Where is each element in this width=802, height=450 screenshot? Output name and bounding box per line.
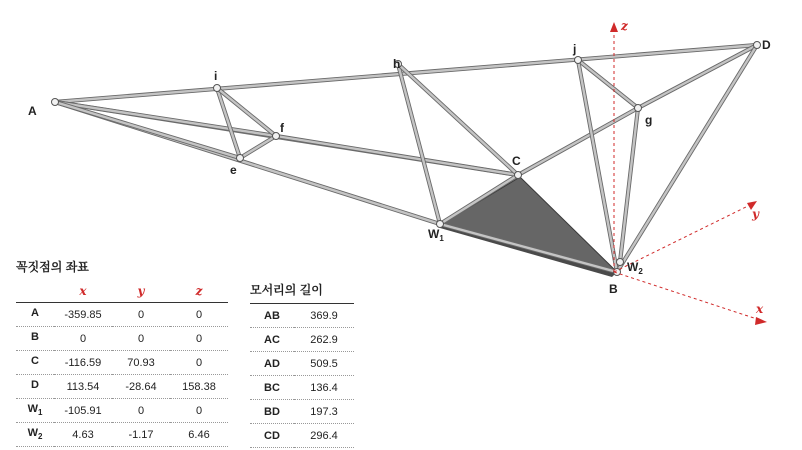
point-label-e: e [230, 163, 237, 177]
coords-cell-y: 0 [112, 327, 170, 351]
coords-cell-z: 0 [170, 327, 228, 351]
coords-cell-y: 0 [112, 303, 170, 327]
strut-a-e-fill [55, 102, 240, 158]
coords-cell-z: 0 [170, 351, 228, 375]
edge-name: BC [250, 376, 294, 400]
point-label-b: B [609, 282, 618, 296]
joint-g [635, 105, 642, 112]
point-label-g: g [645, 113, 653, 127]
edge-name: BD [250, 400, 294, 424]
joint-c [515, 172, 522, 179]
strut-c-g-fill [518, 108, 638, 175]
coords-cell-z: 0 [170, 303, 228, 327]
coords-row [16, 375, 228, 399]
coords-vertex-letter: D [31, 379, 39, 392]
point-label-j: j [573, 42, 577, 56]
coords-vertex-name [16, 423, 54, 447]
x-axis-label: x [756, 302, 764, 316]
point-label-w2-sub: 2 [638, 267, 643, 276]
lengths-row [250, 352, 354, 376]
coords-cell-x: -359.85 [54, 303, 112, 327]
strut-d-b-fill [617, 45, 757, 272]
lengths-row [250, 376, 354, 400]
edge-length: 296.4 [294, 424, 354, 448]
coords-vertex-name [16, 327, 54, 351]
coords-cell-z: 0 [170, 399, 228, 423]
coords-vertex-subscript: 1 [37, 408, 43, 418]
edge-name: CD [250, 424, 294, 448]
point-label-h: h [393, 57, 401, 71]
coords-vertex-letter: B [31, 331, 39, 344]
lengths-row [250, 400, 354, 424]
x-axis-arrowhead [755, 317, 767, 325]
lengths-row [250, 328, 354, 352]
coords-vertex-name [16, 375, 54, 399]
lengths-row [250, 424, 354, 448]
edge-length: 136.4 [294, 376, 354, 400]
shaded-face-w1-c-b [442, 177, 617, 272]
coords-cell-x: 4.63 [54, 423, 112, 447]
coords-header-x: x [54, 280, 112, 303]
coords-cell-y: 70.93 [112, 351, 170, 375]
edge-length: 509.5 [294, 352, 354, 376]
coords-table-title: 꼭짓점의 좌표 [16, 260, 89, 274]
coords-cell-y: -1.17 [112, 423, 170, 447]
coords-row [16, 351, 228, 375]
strut-e-f-fill [240, 136, 276, 158]
coords-cell-x: 113.54 [54, 375, 112, 399]
z-axis-label: z [621, 19, 628, 33]
point-label-w1: $W_1$ [428, 227, 444, 243]
edge-length: 197.3 [294, 400, 354, 424]
edge-name: AD [250, 352, 294, 376]
coords-vertex-name [16, 351, 54, 375]
edge-length: 369.9 [294, 304, 354, 328]
coords-cell-z: 158.38 [170, 375, 228, 399]
coords-vertex-subscript: 2 [37, 432, 43, 442]
coords-cell-x: 0 [54, 327, 112, 351]
coords-row [16, 399, 228, 423]
point-label-w1-sub: 1 [439, 234, 444, 243]
coords-header-z: z [170, 280, 228, 303]
coords-vertex-letter: W [27, 403, 38, 416]
point-label-d: D [762, 38, 771, 52]
coords-header-y: y [112, 280, 170, 303]
joint-f [273, 133, 280, 140]
coords-vertex-letter: W [27, 427, 38, 440]
edge-length: 262.9 [294, 328, 354, 352]
coords-row [16, 327, 228, 351]
coords-header-blank [16, 280, 54, 303]
joint-a [52, 99, 59, 106]
point-label-w2: $W_2$ [627, 260, 643, 276]
lengths-table-title: 모서리의 길이 [250, 283, 323, 297]
coords-row [16, 303, 228, 327]
joint-i [214, 85, 221, 92]
point-label-i: i [214, 69, 218, 83]
strut-h-w1-fill [398, 64, 440, 224]
truss-struts [55, 45, 757, 272]
point-label-f: f [280, 121, 284, 135]
coords-cell-z: 6.46 [170, 423, 228, 447]
point-label-c: C [512, 154, 521, 168]
coords-vertex-name [16, 399, 54, 423]
coords-vertex-letter: C [31, 355, 39, 368]
coords-cell-y: -28.64 [112, 375, 170, 399]
y-axis-label: y [752, 207, 759, 221]
coords-vertex-letter: A [31, 307, 39, 320]
lengths-table [250, 303, 354, 448]
joint-w2 [617, 259, 624, 266]
coords-table [16, 280, 228, 447]
coords-vertex-name [16, 303, 54, 327]
lengths-row [250, 304, 354, 328]
coords-cell-y: 0 [112, 399, 170, 423]
edge-name: AC [250, 328, 294, 352]
coords-cell-x: -105.91 [54, 399, 112, 423]
edge-name: AB [250, 304, 294, 328]
joint-j [575, 57, 582, 64]
joint-e [237, 155, 244, 162]
joint-d [754, 42, 761, 49]
z-axis-arrowhead [610, 22, 618, 32]
x-axis-line [614, 272, 760, 320]
coords-row [16, 423, 228, 447]
coords-table-header [16, 280, 228, 303]
coords-cell-x: -116.59 [54, 351, 112, 375]
point-label-a: A [28, 104, 37, 118]
